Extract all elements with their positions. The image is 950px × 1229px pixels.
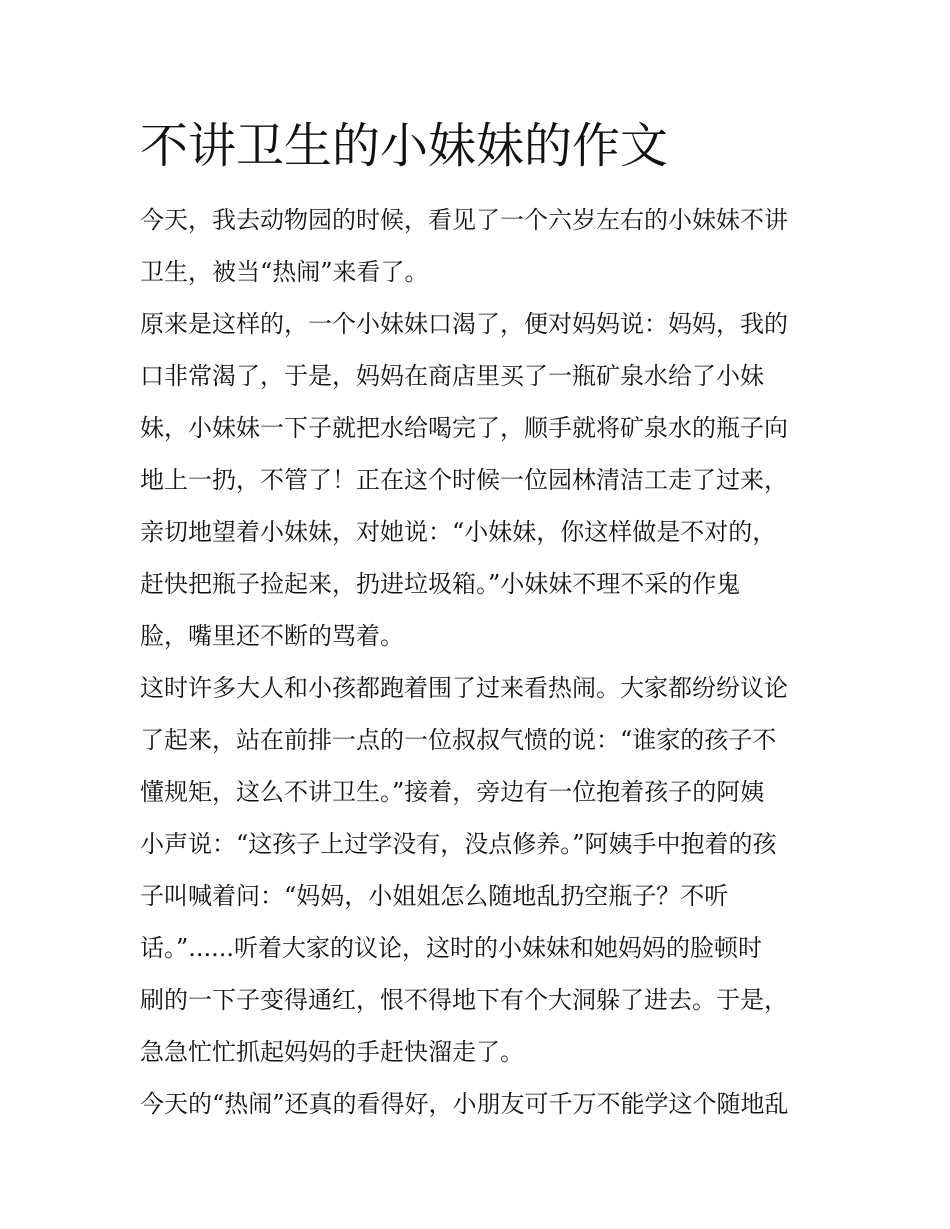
body-line-12: 懂规矩，这么不讲卫生。”接着，旁边有一位抱着孩子的阿姨 <box>140 778 765 806</box>
body-line-15: 话。”......听着大家的议论，这时的小妹妹和她妈妈的脸顿时 <box>140 934 763 962</box>
body-line-17: 急急忙忙抓起妈妈的手赶快溜走了。 <box>140 1038 524 1066</box>
body-line-5: 妹，小妹妹一下子就把水给喝完了，顺手就将矿泉水的瓶子向 <box>140 414 788 442</box>
body-line-11: 了起来，站在前排一点的一位叔叔气愤的说：“谁家的孩子不 <box>140 726 777 754</box>
body-line-6: 地上一扔，不管了！正在这个时候一位园林清洁工走了过来， <box>140 466 788 494</box>
body-line-18: 今天的“热闹”还真的看得好，小朋友可千万不能学这个随地乱 <box>140 1090 789 1118</box>
body-line-3: 原来是这样的，一个小妹妹口渴了，便对妈妈说：妈妈，我的 <box>140 310 788 338</box>
body-line-7: 亲切地望着小妹妹，对她说：“小妹妹，你这样做是不对的， <box>140 518 777 546</box>
body-line-8: 赶快把瓶子捡起来，扔进垃圾箱。”小妹妹不理不采的作鬼 <box>140 570 741 598</box>
document-title: 不讲卫生的小妹妹的作文 <box>140 118 669 174</box>
body-line-10: 这时许多大人和小孩都跑着围了过来看热闹。大家都纷纷议论 <box>140 674 788 702</box>
body-line-4: 口非常渴了，于是，妈妈在商店里买了一瓶矿泉水给了小妹 <box>140 362 764 390</box>
body-line-14: 子叫喊着问：“妈妈，小姐姐怎么随地乱扔空瓶子？不听 <box>140 882 729 910</box>
body-line-1: 今天，我去动物园的时候，看见了一个六岁左右的小妹妹不讲 <box>140 206 788 234</box>
body-line-2: 卫生，被当“热闹”来看了。 <box>140 258 429 286</box>
body-line-13: 小声说：“这孩子上过学没有，没点修养。”阿姨手中抱着的孩 <box>140 830 777 858</box>
body-line-9: 脸，嘴里还不断的骂着。 <box>140 622 404 650</box>
body-line-16: 刷的一下子变得通红，恨不得地下有个大洞躲了进去。于是， <box>140 986 788 1014</box>
